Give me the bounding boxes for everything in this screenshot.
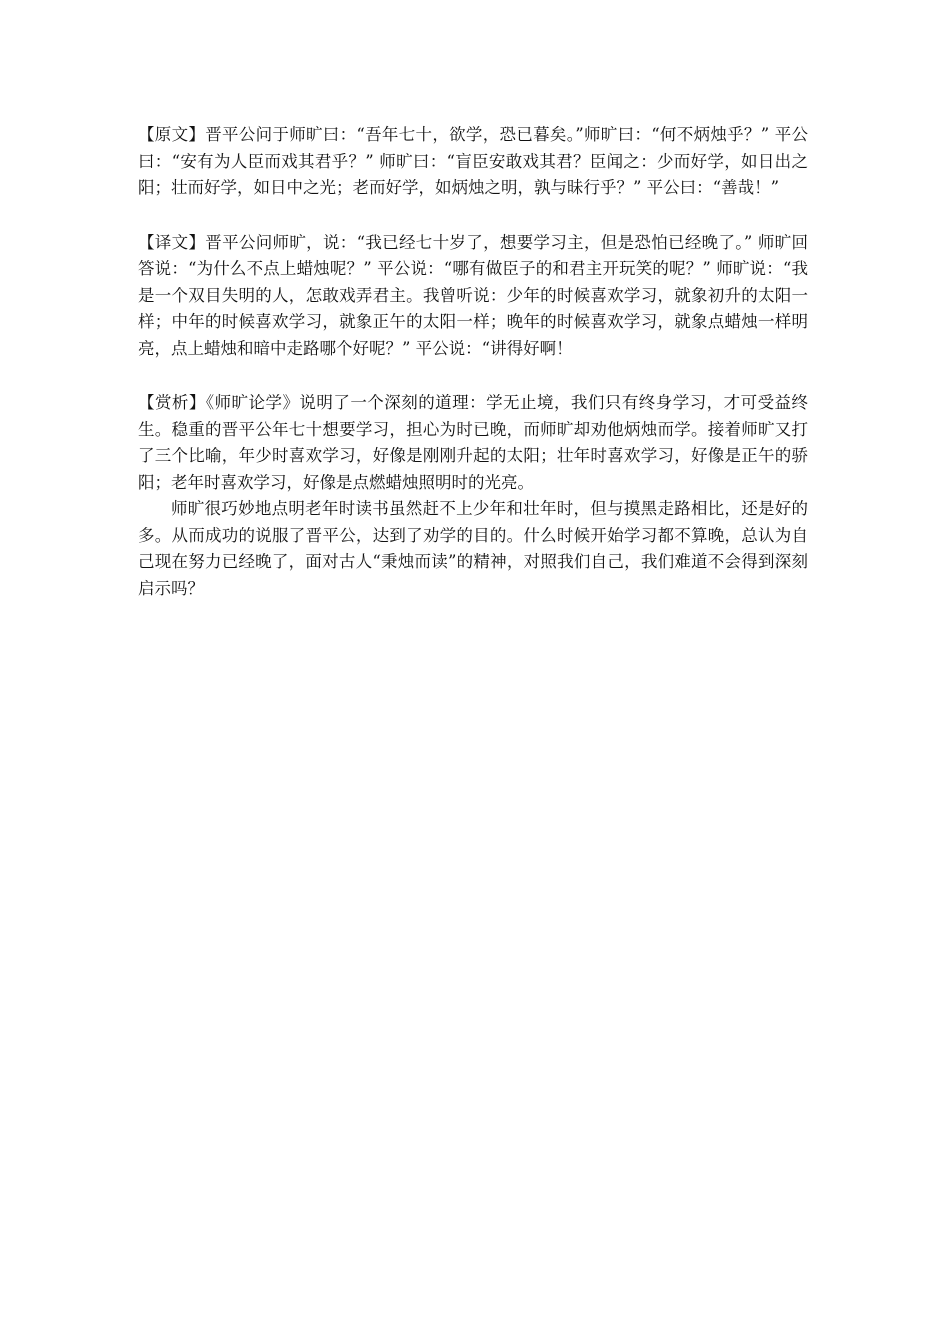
original-text-paragraph — [138, 122, 808, 202]
appreciation-section — [138, 390, 808, 602]
appreciation-paragraph-2: 师旷很巧妙地点明老年时读书虽然赶不上少年和壮年时，但与摸黑走路相比，还是好的多。从而成功的说服了晋平公，达到了劝学的目的。什么时候开始学习都不算晚，总认为自己现在努力已经晚了，面对古人“秉烛而读”的精神，对照我们自己，我们难道不会得到深刻启示吗？ — [138, 499, 808, 598]
translation-paragraph — [138, 230, 808, 363]
translation-tag: 【译文】 — [138, 232, 206, 252]
appreciation-content: 《师旷论学》说明了一个深刻的道理：学无止境，我们只有终身学习，才可受益终生。稳重的晋平公年七十想要学习，担心为时已晚，而师旷却劝他炳烛而学。接着师旷又打了三个比喻，年少时喜欢学习，好像是刚刚升起的太阳；壮年时喜欢学习，好像是正午的骄阳；老年时喜欢学习，好像是点燃蜡烛照明时的光亮。 — [138, 393, 809, 492]
translation-section — [138, 230, 808, 363]
document-body — [138, 122, 808, 630]
appreciation-tag: 【赏析】 — [138, 393, 206, 412]
translation-content: 晋平公问师旷，说：“我已经七十岁了，想要学习主，但是恐怕已经晚了。” 师旷回答说：“为什么不点上蜡烛呢？” 平公说：“哪有做臣子的和君主开玩笑的呢？” 师旷说：“我是一个双目失明的人，怎敢戏弄君主。我曾听说：少年的时候喜欢学习，就象初升的太阳一样；中年的时候喜欢学习，就象正午的太阳一样；晚年的时候喜欢学习，就象点蜡烛一样明亮，点上蜡烛和暗中走路哪个好呢？” 平公说：“讲得好啊！ — [138, 232, 808, 358]
original-text-content: 晋平公问于师旷曰：“吾年七十，欲学，恐已暮矣。”师旷曰：“何不炳烛乎？” 平公曰：“安有为人臣而戏其君乎？” 师旷曰：“盲臣安敢戏其君？臣闻之：少而好学，如日出之阳；壮而好学，如日中之光；老而好学，如炳烛之明，孰与昧行乎？” 平公曰：“善哉！” — [138, 125, 808, 197]
appreciation-paragraph-1 — [138, 390, 808, 496]
original-text-section — [138, 122, 808, 202]
original-text-tag: 【原文】 — [138, 125, 206, 144]
